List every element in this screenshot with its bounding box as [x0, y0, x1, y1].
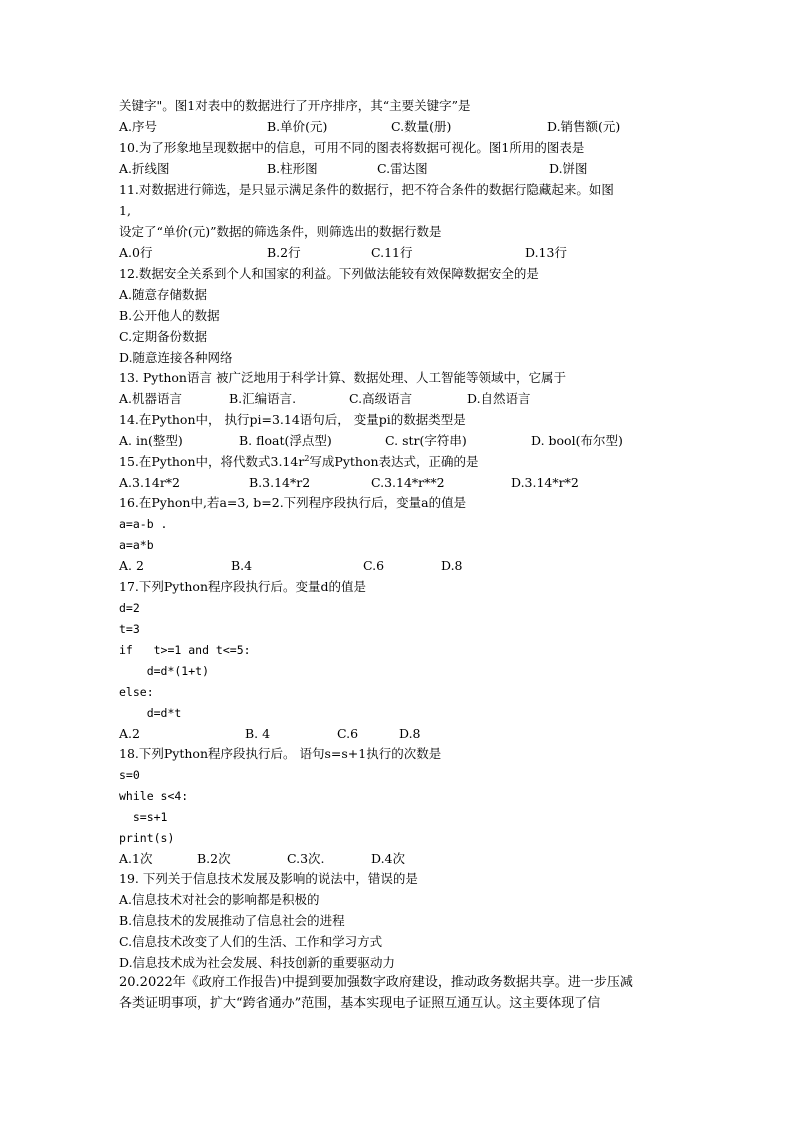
q19-option-c: C.信息技术改变了人们的生活、工作和学习方式: [119, 934, 383, 949]
q9-option-d: D.销售额(元): [547, 119, 621, 134]
q14-option-a: A. in(整型): [119, 433, 183, 448]
q17-code-line6: d=d*t: [119, 706, 182, 720]
q10-stem: 10.为了形象地呈现数据中的信息，可用不同的图表将数据可视化。图1所用的图表是: [119, 140, 585, 155]
q18-stem: 18.下列Python程序段执行后。 语句s=s+1执行的次数是: [119, 746, 442, 761]
q9-option-c: C.数量(册): [391, 119, 452, 134]
q13-option-a: A.机器语言: [119, 391, 183, 406]
q17-code-line5: else:: [119, 685, 154, 699]
q18-options: [119, 849, 679, 869]
q16-option-d: D.8: [441, 558, 463, 573]
q15-stem-pre: 15.在Python中，将代数式3.14r: [119, 454, 305, 469]
q18-code-line3: s=s+1: [119, 810, 168, 824]
q17-options: [119, 724, 679, 744]
q11-option-a: A.0行: [119, 245, 153, 260]
q11-stem-line2: 1,: [119, 203, 131, 218]
q19-option-b: B.信息技术的发展推动了信息社会的进程: [119, 913, 345, 928]
q11-options: [119, 243, 679, 263]
q17-stem: 17.下列Python程序段执行后。变量d的值是: [119, 579, 367, 594]
q15-option-b: B.3.14*r2: [249, 475, 311, 490]
q18-option-a: A.1次: [119, 851, 153, 866]
q11-stem-line1: 11.对数据进行筛选，是只显示满足条件的数据行，把不符合条件的数据行隐藏起来。如图: [119, 182, 614, 197]
q17-code-line3: if t>=1 and t<=5:: [119, 643, 251, 657]
q17-option-a: A.2: [119, 726, 140, 741]
q17-code-line2: t=3: [119, 622, 140, 636]
q17-code-line1: d=2: [119, 601, 140, 615]
q10-option-a: A.折线图: [119, 161, 170, 176]
q16-code-line1: a=a-b .: [119, 517, 168, 531]
q17-code-line4: d=d*(1+t): [119, 664, 210, 678]
q18-code-line1: s=0: [119, 768, 140, 782]
q15-stem-post: 写成Python表达式，正确的是: [309, 454, 479, 469]
q12-stem: 12.数据安全关系到个人和国家的利益。下列做法能较有效保障数据安全的是: [119, 266, 539, 281]
q16-options: [119, 556, 679, 576]
q16-option-b: B.4: [231, 558, 253, 573]
q15-exponent: 2: [304, 453, 310, 463]
q12-option-a: A.随意存储数据: [119, 287, 208, 302]
q16-option-c: C.6: [363, 558, 385, 573]
q19-option-d: D.信息技术成为社会发展、科技创新的重要驱动力: [119, 955, 396, 970]
q15-option-d: D.3.14*r*2: [511, 475, 579, 490]
q18-option-c: C.3次.: [287, 851, 325, 866]
q11-option-b: B.2行: [267, 245, 301, 260]
q18-code-line4: print(s): [119, 831, 175, 845]
q13-option-d: D.自然语言: [467, 391, 531, 406]
q10-option-c: C.雷达图: [377, 161, 428, 176]
q14-option-b: B. float(浮点型): [239, 433, 332, 448]
q9-option-b: B.单价(元): [267, 119, 328, 134]
q14-option-c: C. str(字符串): [385, 433, 467, 448]
q9-options: [119, 117, 679, 137]
q10-options: [119, 159, 679, 179]
q17-option-b: B. 4: [245, 726, 271, 741]
q14-stem: 14.在Python中， 执行pi=3.14语句后， 变量pi的数据类型是: [119, 412, 466, 427]
q9-stem: 关键字"。图1对表中的数据进行了开序排序，其“主要关键字”是: [119, 98, 471, 113]
q16-code-line2: a=a*b: [119, 538, 154, 552]
q16-stem: 16.在Pyhon中,若a=3, b=2.下列程序段执行后，变量a的值是: [119, 495, 467, 510]
q20-stem-line2: 各类证明事项，扩大“跨省通办”范围，基本实现电子证照互通互认。这主要体现了信: [119, 996, 601, 1011]
q16-option-a: A. 2: [119, 558, 144, 573]
q15-option-a: A.3.14r*2: [119, 475, 181, 490]
q19-stem: 19. 下列关于信息技术发展及影响的说法中，错误的是: [119, 871, 418, 886]
q13-stem: 13. Python语言 被广泛地用于科学计算、数据处理、人工智能等领域中，它属于: [119, 370, 566, 385]
q19-option-a: A.信息技术对社会的影响都是积极的: [119, 892, 320, 907]
q13-option-c: C.高级语言: [349, 391, 413, 406]
q10-option-b: B.柱形图: [267, 161, 318, 176]
q12-option-b: B.公开他人的数据: [119, 308, 220, 323]
q18-option-d: D.4次: [371, 851, 406, 866]
q12-option-d: D.随意连接各种网络: [119, 350, 233, 365]
q15-options: [119, 473, 679, 493]
q9-option-a: A.序号: [119, 119, 158, 134]
q17-option-c: C.6: [337, 726, 359, 741]
q15-stem: [119, 452, 479, 472]
q10-option-d: D.饼图: [549, 161, 588, 176]
q12-option-c: C.定期备份数据: [119, 329, 208, 344]
q14-option-d: D. bool(布尔型): [531, 433, 623, 448]
q13-options: [119, 389, 679, 409]
q15-option-c: C.3.14*r**2: [371, 475, 445, 490]
q11-option-d: D.13行: [525, 245, 567, 260]
q18-option-b: B.2次: [197, 851, 231, 866]
q18-code-line2: while s<4:: [119, 789, 189, 803]
q13-option-b: B.汇编语言.: [229, 391, 297, 406]
q11-stem-line3: 设定了“单价(元)”数据的筛选条件，则筛选出的数据行数是: [119, 224, 442, 239]
q14-options: [119, 431, 679, 451]
q11-option-c: C.11行: [371, 245, 413, 260]
q20-stem-line1: 20.2022年《政府工作报告)中提到要加强数字政府建设，推动政务数据共享。进一步压减: [119, 975, 633, 990]
q17-option-d: D.8: [399, 726, 421, 741]
